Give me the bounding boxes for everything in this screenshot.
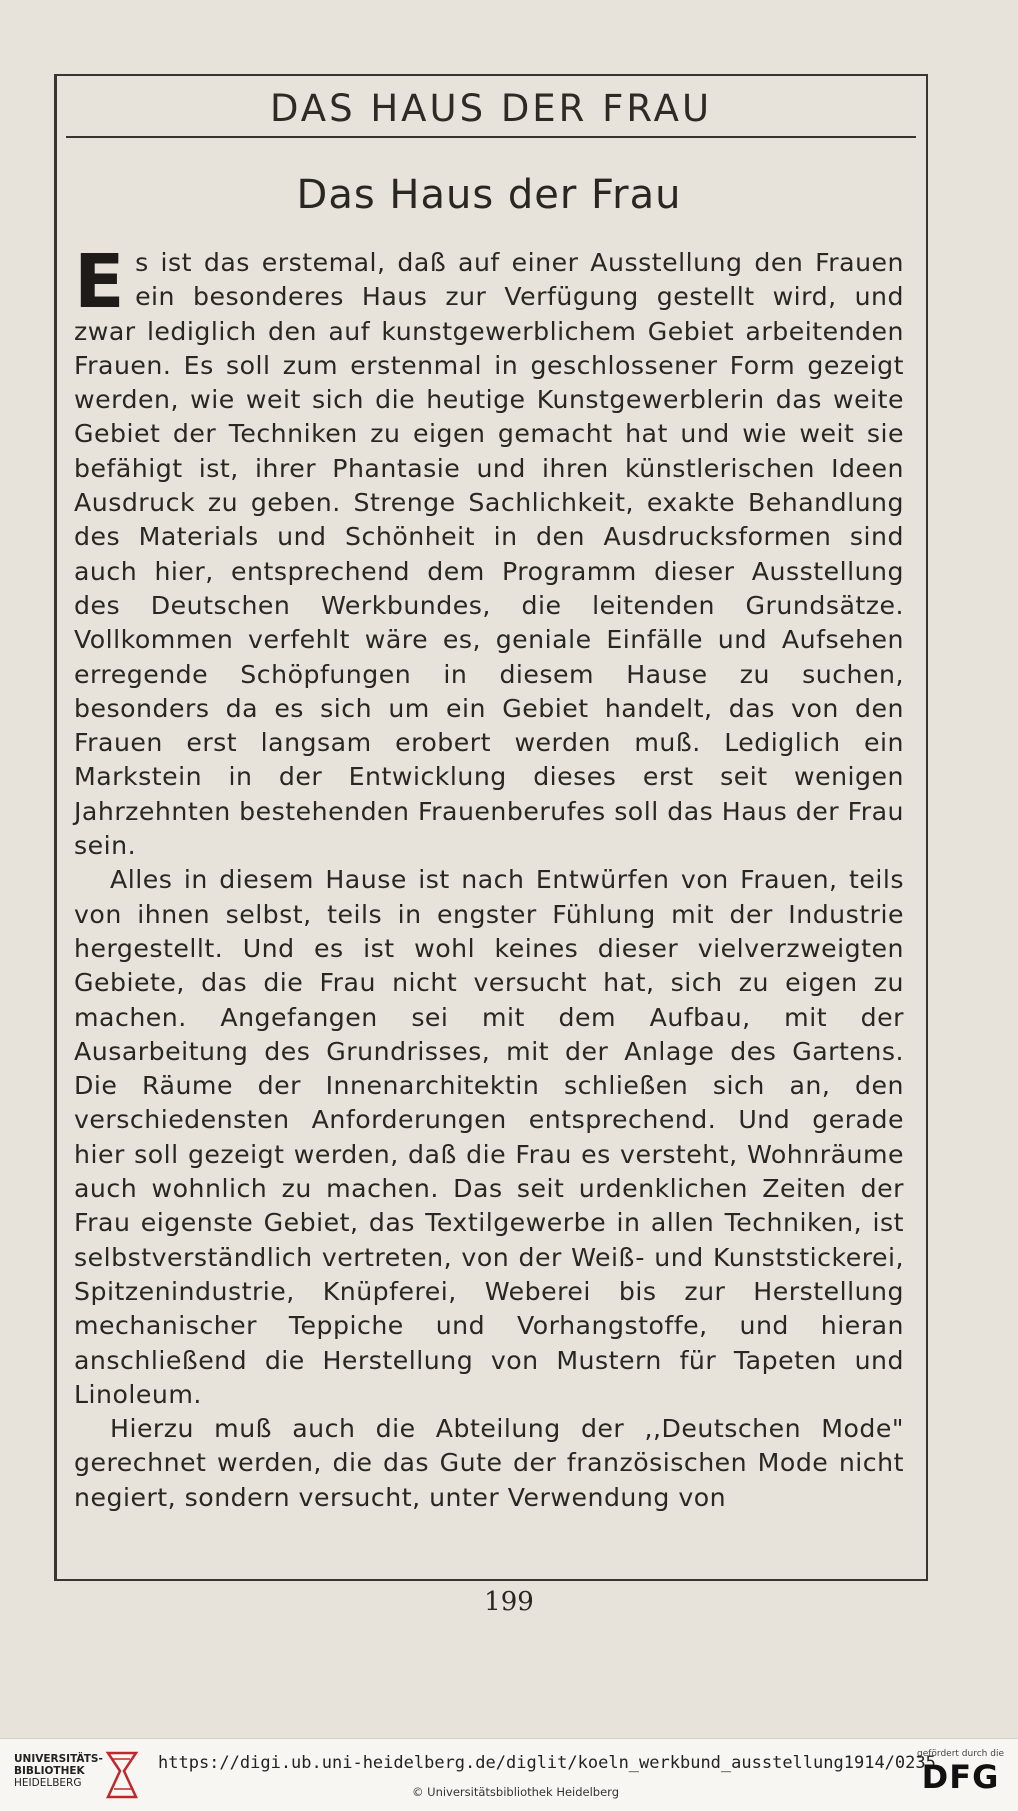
library-name-line-2: BIBLIOTHEK <box>14 1765 85 1777</box>
running-head: DAS HAUS DER FRAU <box>66 82 916 138</box>
drop-cap: E <box>74 239 126 325</box>
library-name-line-3: HEIDELBERG <box>14 1777 82 1789</box>
library-logo-icon <box>102 1749 142 1801</box>
paragraph-1-text: s ist das erstemal, daß auf einer Ausstellung den Frauen ein besonderes Haus zur Verfügung gestellt wird, und zwar lediglich den auf kunstgewerblichem Gebiet arbeitenden Frauen. Es soll zum erstenmal in geschlossener Form gezeigt werden, wie weit sich die heutige Kunstgewerblerin das weite Gebiet der Techniken zu eigen gemacht hat und wie weit sie befähigt ist, ihrer Phantasie und ihren künstlerischen Ideen Ausdruck zu geben. Strenge Sachlichkeit, exakte Behandlung des Materials und Schönheit in den Ausdrucksformen sind auch hier, entsprechend dem Programm dieser Ausstellung des Deutschen Werkbundes, die leitenden Grundsätze. Vollkommen verfehlt wäre es, geniale Einfälle und Aufsehen erregende Schöpfungen in diesem Hause zu suchen, besonders da es sich um ein Gebiet handelt, das von den Frauen erst langsam erobert werden muß. Lediglich ein Markstein in der Entwicklung dieses erst seit wenigen Jahrzehnten bestehenden Frauenberufes soll das Haus der Frau sein. <box>74 248 904 861</box>
funded-by-label: gefördert durch die <box>917 1749 1004 1759</box>
library-name <box>14 1753 103 1789</box>
viewer-footer <box>0 1738 1018 1811</box>
funder-logo <box>917 1749 1004 1795</box>
paragraph-1 <box>74 239 904 863</box>
library-name-line-1: UNIVERSITÄTS- <box>14 1753 103 1765</box>
permalink-url[interactable]: https://digi.ub.uni-heidelberg.de/diglit/koeln_werkbund_ausstellung1914/0235 <box>158 1753 936 1773</box>
paragraph-2: Alles in diesem Hause ist nach Entwürfen von Frauen, teils von ihnen selbst, teils in engster Fühlung mit der Industrie hergestellt. Und es ist wohl keines dieser vielverzweigten Gebiete, das die Frau nicht versucht hat, sich zu eigen zu machen. Angefangen sei mit dem Aufbau, mit der Ausarbeitung des Grundrisses, mit der Anlage des Gartens. Die Räume der Innenarchitektin schließen sich an, den verschiedensten Anforderungen entsprechend. Und gerade hier soll gezeigt werden, daß die Frau es versteht, Wohnräume auch wohnlich zu machen. Das seit urdenklichen Zeiten der Frau eigenste Gebiet, das Textilgewerbe in allen Techniken, ist selbstverständlich vertreten, von der Weiß- und Kunststickerei, Spitzenindustrie, Knüpferei, Weberei bis zur Herstellung mechanischer Teppiche und Vorhangstoffe, und hieran anschließend die Herstellung von Mustern für Tapeten und Linoleum. <box>74 865 904 1409</box>
article-body <box>74 172 904 1515</box>
copyright-notice: © Universitätsbibliothek Heidelberg <box>412 1785 620 1799</box>
paragraph-3: Hierzu muß auch die Abteilung der ,,Deutschen Mode" gerechnet werden, die das Gute der französischen Mode nicht negiert, sondern versucht, unter Verwendung von <box>74 1414 904 1512</box>
article-title: Das Haus der Frau <box>296 172 682 218</box>
dfg-logo-icon: DFG <box>921 1758 1000 1796</box>
page-number: 199 <box>484 1587 534 1617</box>
page-frame <box>54 74 928 1581</box>
